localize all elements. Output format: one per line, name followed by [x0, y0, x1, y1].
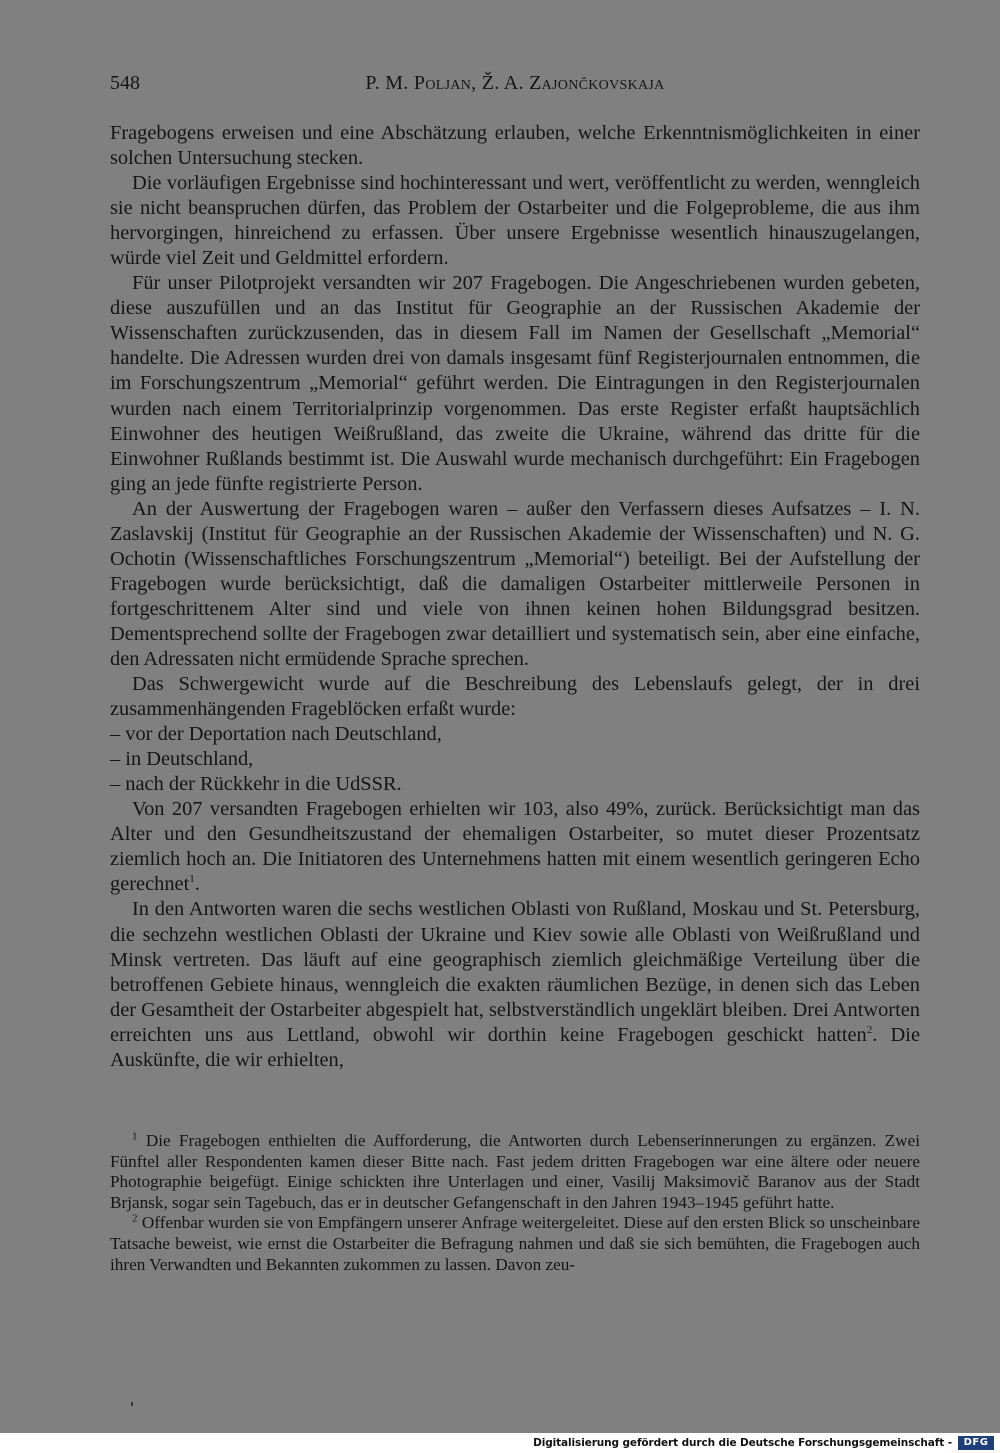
paragraph: An der Auswertung der Fragebogen waren – außer den Verfassern dieses Aufsatzes – I. N. Zaslavskij (Institut für Geographie an der Russischen Akademie der Wissenschaften) und N. G. Ochotin (Wissenschaftliches Forschungszentrum „Memorial“) beteiligt. Bei der Aufstellung der Fragebogen wurde berücksichtigt, daß die damaligen Ostarbeiter mittlerweile Personen in fortgeschrittenem Alter sind und viele von ihnen keinen hohen Bildungsgrad besitzen. Dementsprechend sollte der Fragebogen zwar detailliert und systematisch sein, aber eine einfache, den Adressaten nicht ermüdende Sprache sprechen.: [110, 497, 920, 670]
footnotes: [110, 1131, 920, 1275]
footer-bar: [0, 1433, 1000, 1453]
footnote-text: Offenbar wurden sie von Empfängern unserer Anfrage weitergeleitet. Diese auf den ersten Blick so unscheinbare Tatsache beweist, wie ernst die Ostarbeiter die Befragung nahmen und daß sie sich bemühten, die Fragebogen auch ihren Verwandten und Bekannten zukommen zu lassen. Davon zeu-: [110, 1213, 920, 1274]
running-head: P. M. Poljan, Ž. A. Zajončkovskaja: [365, 72, 665, 94]
paragraph: Fragebogens erweisen und eine Abschätzung erlauben, welche Erkenntnismöglichkeiten in einer solchen Untersuchung stecken.: [110, 122, 920, 170]
paragraph-text: Von 207 versandten Fragebogen erhielten wir 103, also 49%, zurück. Berücksichtigt man das Alter und den Gesundheitszustand der ehemaligen Ostarbeiter, so mutet dieser Prozentsatz ziemlich hoch an. Die Initiatoren des Unternehmens hatten mit einem wesentlich geringeren Echo gerechnet: [110, 798, 920, 896]
scan-speck: [131, 1402, 133, 1406]
paragraph-text-end: . Die Auskünfte, die wir erhielten,: [110, 1023, 920, 1071]
footnote-marker: 1: [132, 1130, 138, 1143]
paragraph-response: [110, 797, 920, 897]
paragraph: Das Schwergewicht wurde auf die Beschreibung des Lebenslaufs gelegt, der in drei zusammenhängenden Frageblöcken erfaßt wurde:: [110, 673, 920, 721]
page-header: [110, 72, 920, 100]
footnote-ref[interactable]: 2: [866, 1023, 873, 1036]
funding-note: Digitalisierung gefördert durch die Deutsche Forschungsgemeinschaft -: [533, 1437, 952, 1449]
page-number: 548: [110, 72, 140, 94]
footnote: [110, 1213, 920, 1275]
paragraph: Für unser Pilotprojekt versandten wir 207 Fragebogen. Die Angeschriebenen wurden gebeten, diese auszufüllen und an das Institut für Geographie an der Russischen Akademie der Wissenschaften zurückzusenden, das in diesem Fall im Namen der Gesellschaft „Memorial“ handelte. Die Adressen wurden drei von damals insgesamt fünf Registerjournalen entnommen, die im Forschungszentrum „Memorial“ geführt werden. Die Eintragungen in den Registerjournalen wurden nach einem Territorialprinzip vorgenommen. Das erste Register erfaßt hauptsächlich Einwohner des heutigen Weißrußland, das zweite die Ukraine, während das dritte für die Einwohner Rußlands bestimmt ist. Die Auswahl wurde mechanisch durchgeführt: Ein Fragebogen ging an jede fünfte registrierte Person.: [110, 272, 920, 495]
footnote-text: Die Fragebogen enthielten die Aufforderung, die Antworten durch Lebenserinnerungen zu ergänzen. Zwei Fünftel aller Respondenten kamen dieser Bitte nach. Fast jedem dritten Fragebogen war eine ältere oder neuere Photographie beigefügt. Einige schickten ihre Unterlagen und einer, Vasilij Maksimovič Baranov aus der Stadt Brjansk, sogar sein Tagebuch, das er in deutscher Gefangenschaft in den Jahren 1943–1945 geführt hatte.: [110, 1131, 920, 1212]
paragraph-regions: [110, 897, 920, 1072]
paragraph: Die vorläufigen Ergebnisse sind hochinteressant und wert, veröffentlicht zu werden, wenngleich sie nicht beanspruchen dürfen, das Problem der Ostarbeiter und die Folgeprobleme, die aus ihm hervorgingen, hinreichend zu erfassen. Über unsere Ergebnisse wesentlich hinauszugelangen, würde viel Zeit und Geldmittel erfordern.: [110, 172, 920, 270]
footnote-ref[interactable]: 1: [189, 873, 195, 886]
list-item: – vor der Deportation nach Deutschland,: [110, 723, 442, 746]
paragraph-text-end: .: [194, 873, 200, 896]
body-text: [110, 121, 920, 1073]
list-item: – in Deutschland,: [110, 748, 254, 771]
footnote-marker: 2: [132, 1212, 138, 1225]
dfg-logo[interactable]: DFG: [958, 1436, 994, 1450]
list-item: – nach der Rückkehr in die UdSSR.: [110, 773, 402, 796]
paragraph-text: In den Antworten waren die sechs westlichen Oblasti von Rußland, Moskau und St. Petersburg, die sechzehn westlichen Oblasti der Ukraine und Kiev sowie alle Oblasti von Weißrußland und Minsk vertreten. Das läuft auf eine geographisch ziemlich gleichmäßige Verteilung über die betroffenen Gebiete hinaus, wenngleich die exakten räumlichen Bezüge, in denen sich das Leben der Gesamtheit der Ostarbeiter abgespielt hat, selbstverständlich ungeklärt bleiben. Drei Antworten erreichten uns aus Lettland, obwohl wir dorthin keine Fragebogen geschickt hatten: [110, 898, 920, 1046]
footnote: [110, 1131, 920, 1213]
